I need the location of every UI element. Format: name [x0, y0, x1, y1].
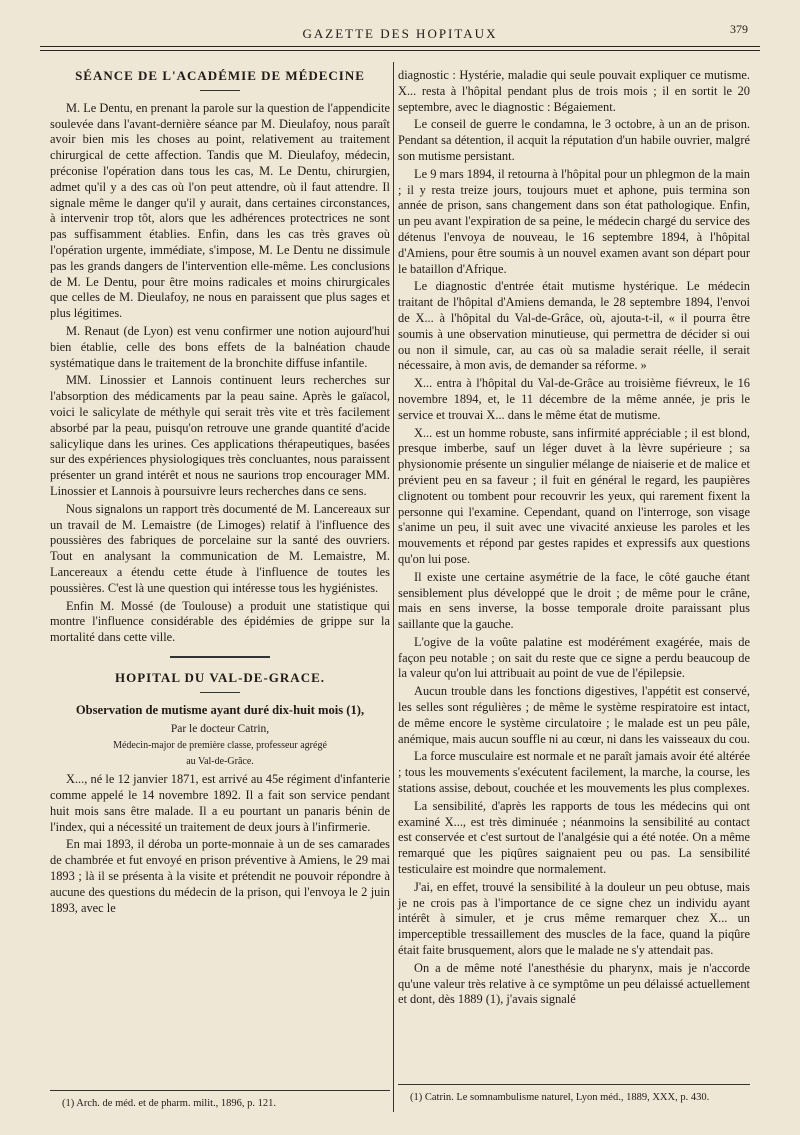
- footnote: (1) Catrin. Le somnambulisme naturel, Lyon méd., 1889, XXX, p. 430.: [410, 1092, 710, 1103]
- separator: [170, 656, 270, 658]
- paragraph: M. Renaut (de Lyon) est venu confirmer une notion aujourd'hui bien établie, celle des bons effets de la balnéation chaude systématique dans le traitement de la bronchite diffuse infantile.: [50, 323, 390, 370]
- right-column: [398, 68, 750, 1010]
- paragraph: X..., né le 12 janvier 1871, est arrivé au 45e régiment d'infanterie comme appelé le 14 novembre 1892. Il a fait son service pendant huit mois sans être malade. Il a eu pourtant un panaris bénin de l'index, qui a nécessité un traitement de deux jours à l'infirmerie.: [50, 772, 390, 834]
- paragraph: Nous signalons un rapport très documenté de M. Lancereaux sur un travail de M. Lemaistre (de Limoges) relatif à l'influence des poussières des fabriques de porcelaine sur la santé des ouvriers. Tout en analysant la communication de M. Lemaistre, M. Lancereaux a étendu cette étude à l'influence de toutes les poussières. C'est là une question qui intéresse tous les hygiénistes.: [50, 501, 390, 595]
- left-column: [50, 68, 390, 918]
- affiliation: au Val-de-Grâce.: [186, 756, 254, 768]
- paragraph: J'ai, en effet, trouvé la sensibilité à la douleur un peu obtuse, mais je ne crois pas à l'importance de ce signe chez un individu ayant intérêt à simuler, et je crus même remarquer chez X... un imperceptible tressaillement des muscles de la face, quand la piqûre était faite brusquement, alors que le malade ne s'y attendait pas.: [398, 879, 750, 958]
- footnote-rule: [50, 1090, 390, 1091]
- paragraph: En mai 1893, il déroba un porte-monnaie à un de ses camarades de chambrée et fut envoyé en prison préventive à Amiens, le 29 mai 1893 ; là il se présenta à la visite et prétendit ne pouvoir répondre à aucune des questions du médecin de la prison, qui l'envoya le 2 juin 1893, avec le: [50, 837, 390, 915]
- paragraph: Le diagnostic d'entrée était mutisme hystérique. Le médecin traitant de l'hôpital d'Amiens demanda, le 28 septembre 1894, l'envoi de X... à l'hôpital du Val-de-Grâce, où, ajouta-t-il, « il pourra être soumis à une observation minutieuse, qui permettra de décider si oui ou non il simule, car, au cas où sa maladie serait réelle, il serait nécessaire, à mon avis, de demander sa réforme. »: [398, 279, 750, 373]
- paragraph: Le 9 mars 1894, il retourna à l'hôpital pour un phlegmon de la main ; il y resta treize jours, toujours muet et aphone, puis termina son année de prison, sans changement dans son état pathologique. Enfin, un peu avant l'expiration de sa peine, le médecin chargé du service des détenus l'envoya de nouveau, le 16 septembre 1894, à l'hôpital d'Amiens, pour être soumis à un nouvel examen avant son départ pour le bataillon d'Afrique.: [398, 166, 750, 276]
- paragraph: diagnostic : Hystérie, maladie qui seule pouvait expliquer ce mutisme. X... resta à l'hôpital pendant plus de trois mois ; il en sortit le 20 septembre, avec le diagnostic : Bégaiement.: [398, 68, 750, 114]
- page-header: [42, 22, 758, 44]
- header-rule: [40, 46, 760, 47]
- paragraph: MM. Linossier et Lannois continuent leurs recherches sur l'absorption des médicaments par la peau saine. Après le gaïacol, voici le salicylate de méthyle qui serait très vite et très facilement absorbé par la peau, puisqu'on retrouve une grande quantité d'acide salicylique dans les urines. Ces applications thérapeutiques, basées sur des expériences physiologiques très concluantes, nous paraissent présenter un grand intérêt et nous ne saurions trop encourager MM. Linossier et Lannois à poursuivre leurs recherches dans ce sens.: [50, 373, 390, 498]
- page-number: 379: [730, 22, 748, 36]
- footnote: (1) Arch. de méd. et de pharm. milit., 1896, p. 121.: [62, 1098, 277, 1109]
- header-rule-secondary: [40, 50, 760, 51]
- byline: Par le docteur Catrin,: [170, 723, 270, 736]
- running-title: GAZETTE DES HOPITAUX: [302, 26, 498, 41]
- column-divider: [393, 62, 394, 1112]
- paragraph: On a de même noté l'anesthésie du pharynx, mais je n'accorde qu'une valeur très relative à ce symptôme un peu délaissé actuellement et dont, dès 1889 (1), j'avais signalé: [398, 960, 750, 1007]
- hospital-title: HOPITAL DU VAL-DE-GRACE.: [115, 669, 325, 685]
- paragraph: X... est un homme robuste, sans infirmité appréciable ; il est blond, presque imberbe, sauf un léger duvet à la lèvre supérieure ; sa physionomie présente un singulier mélange de niaiserie et de malice et prévient peu en sa faveur ; il fuit en général le regard, les paupières clignotent ou tombent pour recouvrir les yeux, qui rarement fixent la personne qui l'examine. Cependant, quand on l'interroge, son visage s'anime un peu, il suit avec une vivacité anxieuse les paroles et les mouvements et répond par gestes rapides et expressifs aux questions qu'on lui pose.: [398, 425, 750, 566]
- section-title: SÉANCE DE L'ACADÉMIE DE MÉDECINE: [75, 68, 365, 83]
- observation-title: Observation de mutisme ayant duré dix-huit mois (1),: [75, 702, 365, 717]
- paragraph: La force musculaire est normale et ne paraît jamais avoir été altérée ; tous les mouvements s'exécutent facilement, la marche, la course, les stations assise, debout, couchée et les mouvements les plus complexes.: [398, 749, 750, 796]
- affiliation: Médecin-major de première classe, professeur agrégé: [113, 740, 327, 752]
- paragraph: Il existe une certaine asymétrie de la face, le côté gauche étant sensiblement plus développé que le droit ; de même pour le crâne, mais en sens inverse, la bosse temporale droite paraissant plus saillante que la gauche.: [398, 569, 750, 632]
- separator: [200, 692, 240, 693]
- separator: [200, 90, 240, 91]
- paragraph: Aucun trouble dans les fonctions digestives, l'appétit est conservé, les selles sont régulières ; de même le système respiratoire est intact, de même encore le système circulatoire ; le malade est un peu pâle, anémique, mais aucun souffle ni au cœur, ni dans les vaisseaux du cou.: [398, 684, 750, 746]
- paragraph: Enfin M. Mossé (de Toulouse) a produit une statistique qui montre l'influence considérable des épidémies de grippe sur la mortalité dans cette ville.: [50, 598, 390, 645]
- paragraph: X... entra à l'hôpital du Val-de-Grâce au troisième fiévreux, le 16 novembre 1894, et, le 11 décembre de la même année, je pris le service et trouvai X... dans le même état de mutisme.: [398, 376, 750, 422]
- paragraph: Le conseil de guerre le condamna, le 3 octobre, à un an de prison. Pendant sa détention, il acquit la réputation d'un habile ouvrier, malgré son mutisme persistant.: [398, 117, 750, 163]
- paragraph: M. Le Dentu, en prenant la parole sur la question de l'appendicite soulevée dans l'avant-dernière séance par M. Dieulafoy, nous paraît avoir bien mis les choses au point, relativement au traitement chirurgical de cette affection. Tandis que M. Dieulafoy, médecin, préconise l'opération dans tous les cas, M. Le Dentu, chirurgien, admet qu'il y a des cas où l'on peut attendre, où il faut attendre. Il signale même le danger qu'il y aurait, dans certaines circonstances, à intervenir trop tôt, alors que les adhérences protectrices ne sont pas suffisamment établies. Enfin, dans les cas très graves où l'opération urgente, immédiate, s'impose, M. Le Dentu ne dissimule pas les grands dangers de l'intervention elle-même. Les conclusions de M. Le Dentu, pour être moins radicales et moins chirurgicales que celles de M. Dieulafoy, ne nous en paraissent que plus sages et plus légitimes.: [50, 100, 390, 321]
- footnote-rule: [398, 1084, 750, 1085]
- paragraph: La sensibilité, d'après les rapports de tous les médecins qui ont examiné X..., est très diminuée ; néanmoins la sensibilité au contact est conservée et c'est surtout de l'analgésie qui a été notée. On a même remarqué que les piqûres saignaient peu ou pas. La sensibilité testiculaire est moindre que normalement.: [398, 798, 750, 877]
- paragraph: L'ogive de la voûte palatine est modérément exagérée, mais de façon peu notable ; on sait du reste que ce signe a perdu beaucoup de la valeur qu'on lui attribuait au point de vue de l'épilepsie.: [398, 634, 750, 681]
